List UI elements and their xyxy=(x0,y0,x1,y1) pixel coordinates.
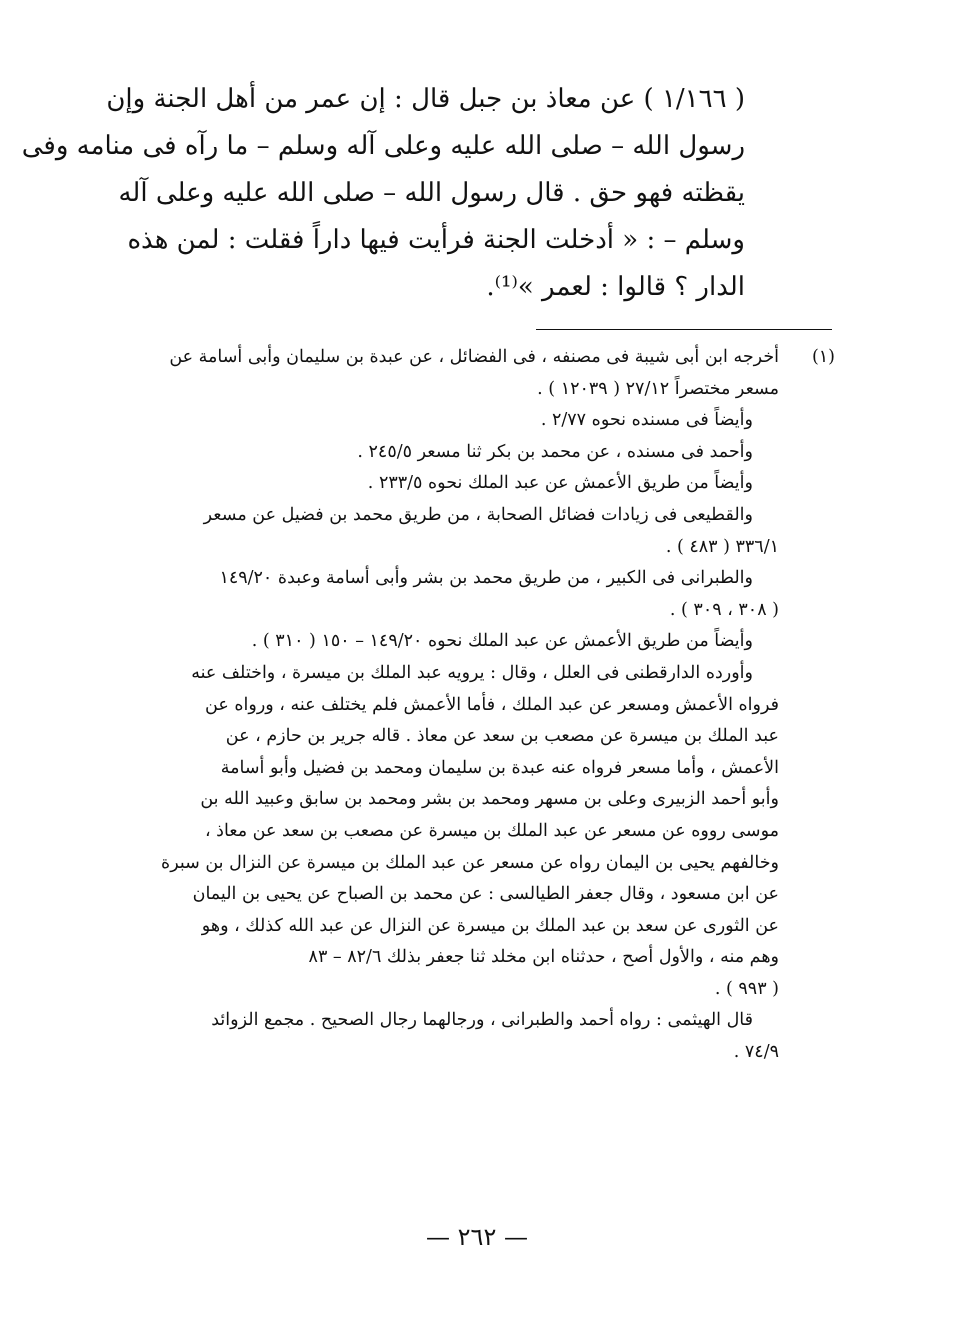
footnote-line: وأيضاً فى مسنده نحوه ٢/٧٧ . xyxy=(540,410,753,431)
footnote-line: عبد الملك بن ميسرة عن مصعب بن سعد عن معاذ . قاله جرير بن حازم ، عن xyxy=(225,726,779,747)
footnote-line: مسعر مختصراً ٢٧/١٢ ( ١٢٠٣٩ ) . xyxy=(537,378,779,399)
footnote-line: الأعمش ، وأما مسعر فرواه عنه عبدة بن سليمان ومحمد بن فضيل وأبو أسامة xyxy=(220,757,779,778)
footnote-line: أخرجه ابن أبى شيبة فى مصنفه ، فى الفضائل ، عن عبدة بن سليمان وأبى أسامة عن xyxy=(169,347,779,367)
footnote-line: عن ابن مسعود ، وقال جعفر الطيالسى : عن محمد بن الصباح عن يحيى بن اليمان xyxy=(192,884,779,905)
footnote-line: وأورده الدارقطنى فى العلل ، وقال : يرويه عبد الملك بن ميسرة ، واختلف عنه xyxy=(191,662,753,683)
footnote-line: ٣٣٦/١ ( ٤٨٣ ) . xyxy=(665,536,779,557)
footnote-line: عن الثورى عن سعد بن عبد الملك بن ميسرة عن النزال عن عبد الله كذلك ، وهو xyxy=(201,915,779,936)
footnote-body xyxy=(135,342,779,1069)
footnote-line: وأبو أحمد الزبيرى وعلى بن مسهر ومحمد بن بشر ومحمد بن سابق وعبيد الله بن xyxy=(200,789,779,810)
hadith-text xyxy=(21,76,745,311)
footnote-section xyxy=(135,342,835,1069)
footnote-line: والطبرانى فى الكبير ، من طريق محمد بن بشر وأبى أسامة وعبدة ١٤٩/٢٠ xyxy=(219,568,753,589)
hadith-line: رسول الله – صلى الله عليه وعلى آله وسلم – ما رآه فى منامه وفى xyxy=(21,131,745,161)
footnote-line: وخالفهم يحيى بن اليمان رواه عن مسعر عن عبد الملك بن ميسرة عن النزال بن سبرة xyxy=(161,852,779,873)
hadith-line: ( ١/١٦٦ ) عن معاذ بن جبل قال : إن عمر من أهل الجنة وإن xyxy=(106,84,745,114)
footnote-line: وأيضاً من طريق الأعمش عن عبد الملك نحوه ١٤٩/٢٠ – ١٥٠ ( ٣١٠ ) . xyxy=(251,631,753,652)
footnote-line: قال الهيثمى : رواه أحمد والطبرانى ، ورجالهما رجال الصحيح . مجمع الزوائد xyxy=(211,1010,753,1031)
page-number: — ٢٦٢ — xyxy=(426,1223,528,1251)
footnote-marker: (١) xyxy=(811,347,835,367)
footnote-line: وأحمد فى مسنده ، عن محمد بن بكر ثنا مسعر ٢٤٥/٥ . xyxy=(357,441,753,462)
footnote-line: ٧٤/٩ . xyxy=(733,1042,779,1063)
footnote-line: موسى رووه عن مسعر عن عبد الملك بن ميسرة عن مصعب بن سعد عن معاذ ، xyxy=(204,820,779,841)
hadith-line: يقظته فهو حق . قال رسول الله – صلى الله عليه وعلى آله xyxy=(118,178,745,208)
hadith-line: وسلم – : « أدخلت الجنة فرأيت فيها داراً فقلت : لمن هذه xyxy=(127,225,745,255)
footnote-line: ( ٣٠٨ ، ٣٠٩ ) . xyxy=(669,599,779,620)
footnote-line: وأيضاً من طريق الأعمش عن عبد الملك نحوه ٢٣٣/٥ . xyxy=(367,473,753,494)
footnote-line: وهم منه ، والأول أصح ، حدثناه ابن مخلد ثنا جعفر بذلك ٨٢/٦ – ٨٣ xyxy=(308,947,779,968)
footnote-separator xyxy=(536,329,832,330)
footnote-line: ( ٩٩٣ ) . xyxy=(714,978,779,999)
footnote-line: فرواه الأعمش ومسعر عن عبد الملك ، فأما الأعمش فلم يختلف عنه ، ورواه عن xyxy=(205,694,779,715)
footnote-line: والقطيعى فى زيادات فضائل الصحابة ، من طريق محمد بن فضيل عن مسعر xyxy=(203,504,753,525)
hadith-line: الدار ؟ قالوا : لعمر »⁽¹⁾. xyxy=(486,272,745,302)
